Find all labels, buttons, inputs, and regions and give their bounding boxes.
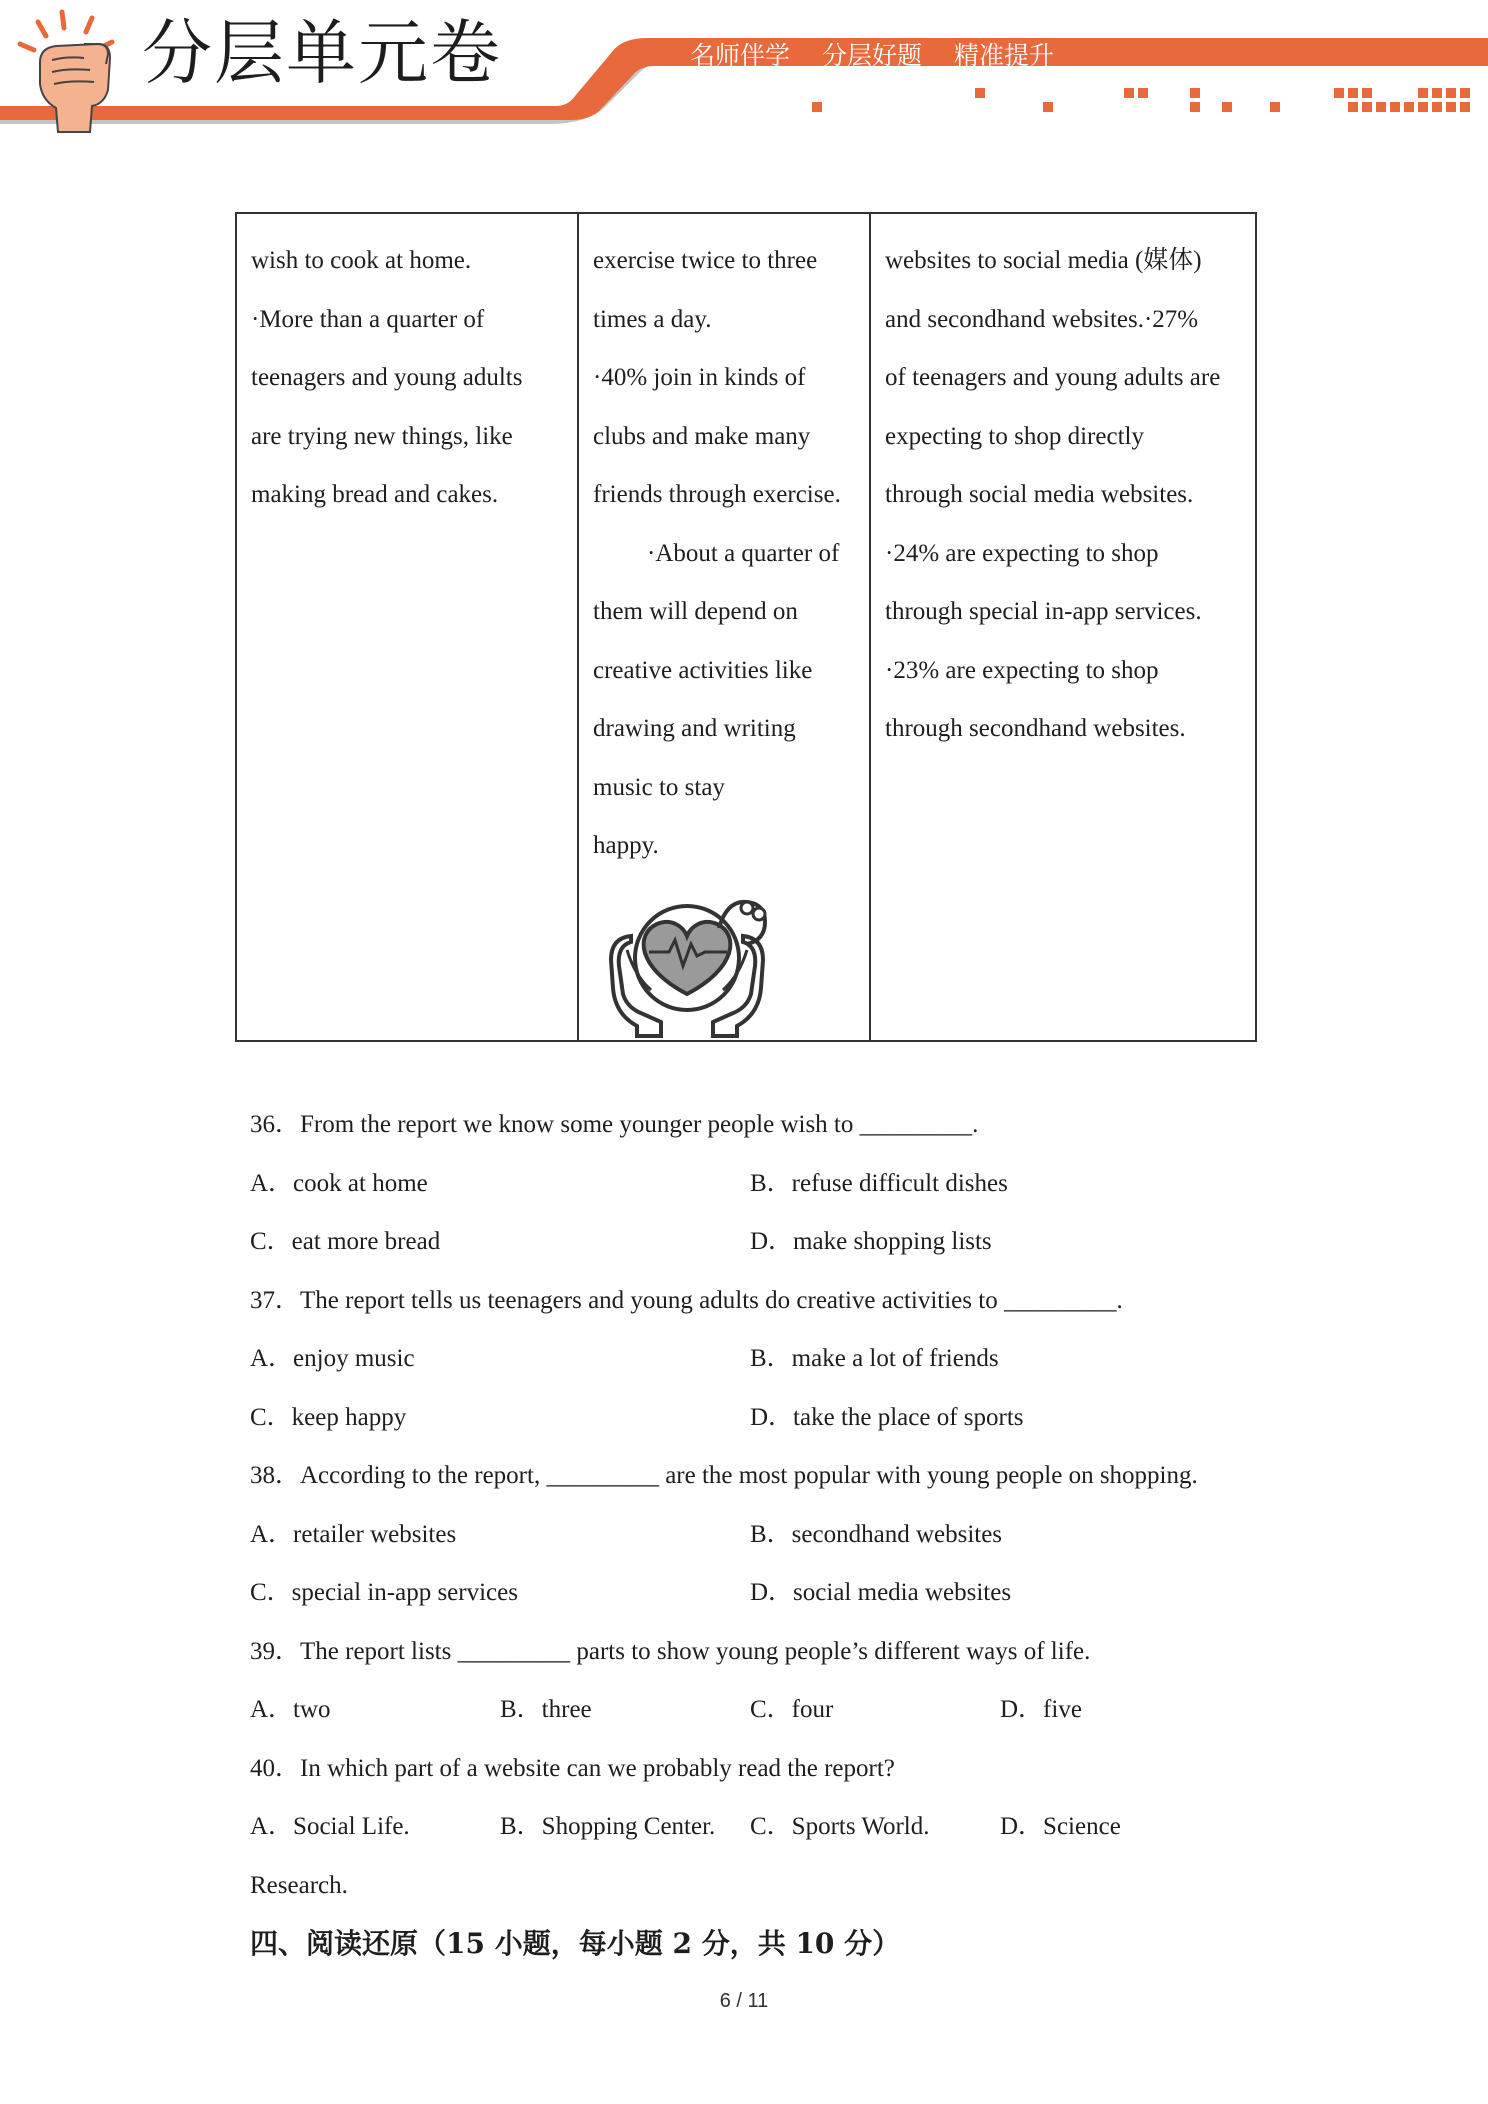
- cell-text-line: making bread and cakes.: [251, 481, 499, 508]
- cell-text-line: them will depend on: [593, 598, 798, 625]
- option-row: [250, 1506, 1250, 1565]
- table-row: [236, 213, 1256, 1041]
- cell-text-line: times a day.: [593, 305, 712, 333]
- option-a[interactable]: A．two: [250, 1696, 331, 1723]
- cell-text-line: ·More than a quarter of: [251, 305, 485, 333]
- option-b[interactable]: B．make a lot of friends: [750, 1345, 999, 1372]
- option-row: [250, 1681, 1250, 1740]
- option-d[interactable]: D．five: [1000, 1696, 1082, 1723]
- question-stem: 40．In which part of a website can we probably read the report?: [250, 1754, 895, 1782]
- cell-text-line: teenagers and young adults: [251, 364, 523, 391]
- option-c[interactable]: C．keep happy: [250, 1403, 407, 1431]
- slogan-item: 分层好题: [821, 41, 922, 70]
- cell-text-line: ·40% join in kinds of: [593, 364, 806, 391]
- question-stem: 37．The report tells us teenagers and young adults do creative activities to _________.: [250, 1286, 1123, 1314]
- slogan-item: 精准提升: [953, 41, 1054, 70]
- cell-text-line: friends through exercise.: [593, 481, 841, 508]
- slogan: [690, 36, 1078, 72]
- option-a[interactable]: A．enjoy music: [250, 1345, 415, 1372]
- page-header: [0, 0, 1488, 140]
- page-number: 6 / 11: [719, 1990, 769, 2012]
- option-d[interactable]: D．take the place of sports: [750, 1403, 1024, 1431]
- option-a[interactable]: A．retailer websites: [250, 1520, 457, 1548]
- option-c[interactable]: C．special in-app services: [250, 1579, 518, 1606]
- option-row: [250, 1213, 1250, 1272]
- cell-text-line: clubs and make many: [593, 422, 811, 450]
- option-a[interactable]: A．cook at home: [250, 1169, 428, 1197]
- cell-text-line: ·24% are expecting to shop: [885, 539, 1159, 567]
- slogan-item: 名师伴学: [690, 41, 791, 70]
- cell-text-line: ·23% are expecting to shop: [885, 656, 1159, 684]
- question-stem: 36．From the report we know some younger people wish to _________.: [250, 1111, 979, 1138]
- cell-text-line: through special in-app services.: [885, 598, 1202, 625]
- option-row: [250, 1564, 1250, 1623]
- cell-text-line: are trying new things, like: [251, 422, 513, 450]
- cell-text-line: creative activities like: [593, 656, 813, 684]
- report-table: [235, 212, 1257, 1042]
- heart-stethoscope-hands-icon: [607, 890, 777, 1040]
- option-row: [250, 1389, 1250, 1448]
- cell-text-line: ·About a quarter of: [647, 539, 840, 567]
- cell-text-line: and secondhand websites.·27%: [885, 305, 1199, 333]
- cell-text-line: through secondhand websites.: [885, 715, 1186, 742]
- cell-text-line: websites to social media (媒体): [885, 247, 1202, 274]
- cell-text-line: exercise twice to three: [593, 247, 818, 274]
- option-c[interactable]: C．eat more bread: [250, 1228, 441, 1255]
- option-row: [250, 1798, 1250, 1857]
- cell-text-line: drawing and writing: [593, 715, 796, 742]
- cell-text-line: happy.: [593, 832, 659, 859]
- cell-text-line: music to stay: [593, 773, 725, 801]
- table-cell-shopping: [870, 213, 1256, 1041]
- option-continuation: Research.: [250, 1871, 348, 1899]
- option-b[interactable]: B．three: [500, 1696, 592, 1723]
- option-b[interactable]: B．refuse difficult dishes: [750, 1169, 1008, 1197]
- cell-text-line: of teenagers and young adults are: [885, 364, 1221, 391]
- option-row: [250, 1155, 1250, 1214]
- decorative-squares: [812, 88, 1470, 112]
- brand-title: 分层单元卷: [142, 12, 502, 94]
- option-d[interactable]: D．make shopping lists: [750, 1228, 992, 1255]
- question-stem: 38．According to the report, _________ are the most popular with young people on shopping.: [250, 1462, 1198, 1489]
- option-d[interactable]: D．Science: [1000, 1813, 1121, 1840]
- option-b[interactable]: B．Shopping Center.: [500, 1813, 716, 1840]
- cell-text-line: through social media websites.: [885, 481, 1194, 508]
- option-row: [250, 1330, 1250, 1389]
- option-d[interactable]: D．social media websites: [750, 1579, 1012, 1606]
- option-b[interactable]: B．secondhand websites: [750, 1520, 1003, 1548]
- option-c[interactable]: C．four: [750, 1696, 834, 1723]
- option-c[interactable]: C．Sports World.: [750, 1813, 930, 1840]
- option-a[interactable]: A．Social Life.: [250, 1813, 410, 1840]
- table-cell-health: [578, 213, 870, 1041]
- question-stem: 39．The report lists _________ parts to show young people’s different ways of life.: [250, 1637, 1091, 1665]
- section-title: 四、阅读还原（15 小题，每小题 2 分，共 10 分）: [250, 1927, 901, 1960]
- questions-section: [250, 1096, 1250, 1974]
- cell-text-line: expecting to shop directly: [885, 422, 1144, 450]
- cell-text-line: wish to cook at home.: [251, 247, 472, 274]
- table-cell-eating: [236, 213, 578, 1041]
